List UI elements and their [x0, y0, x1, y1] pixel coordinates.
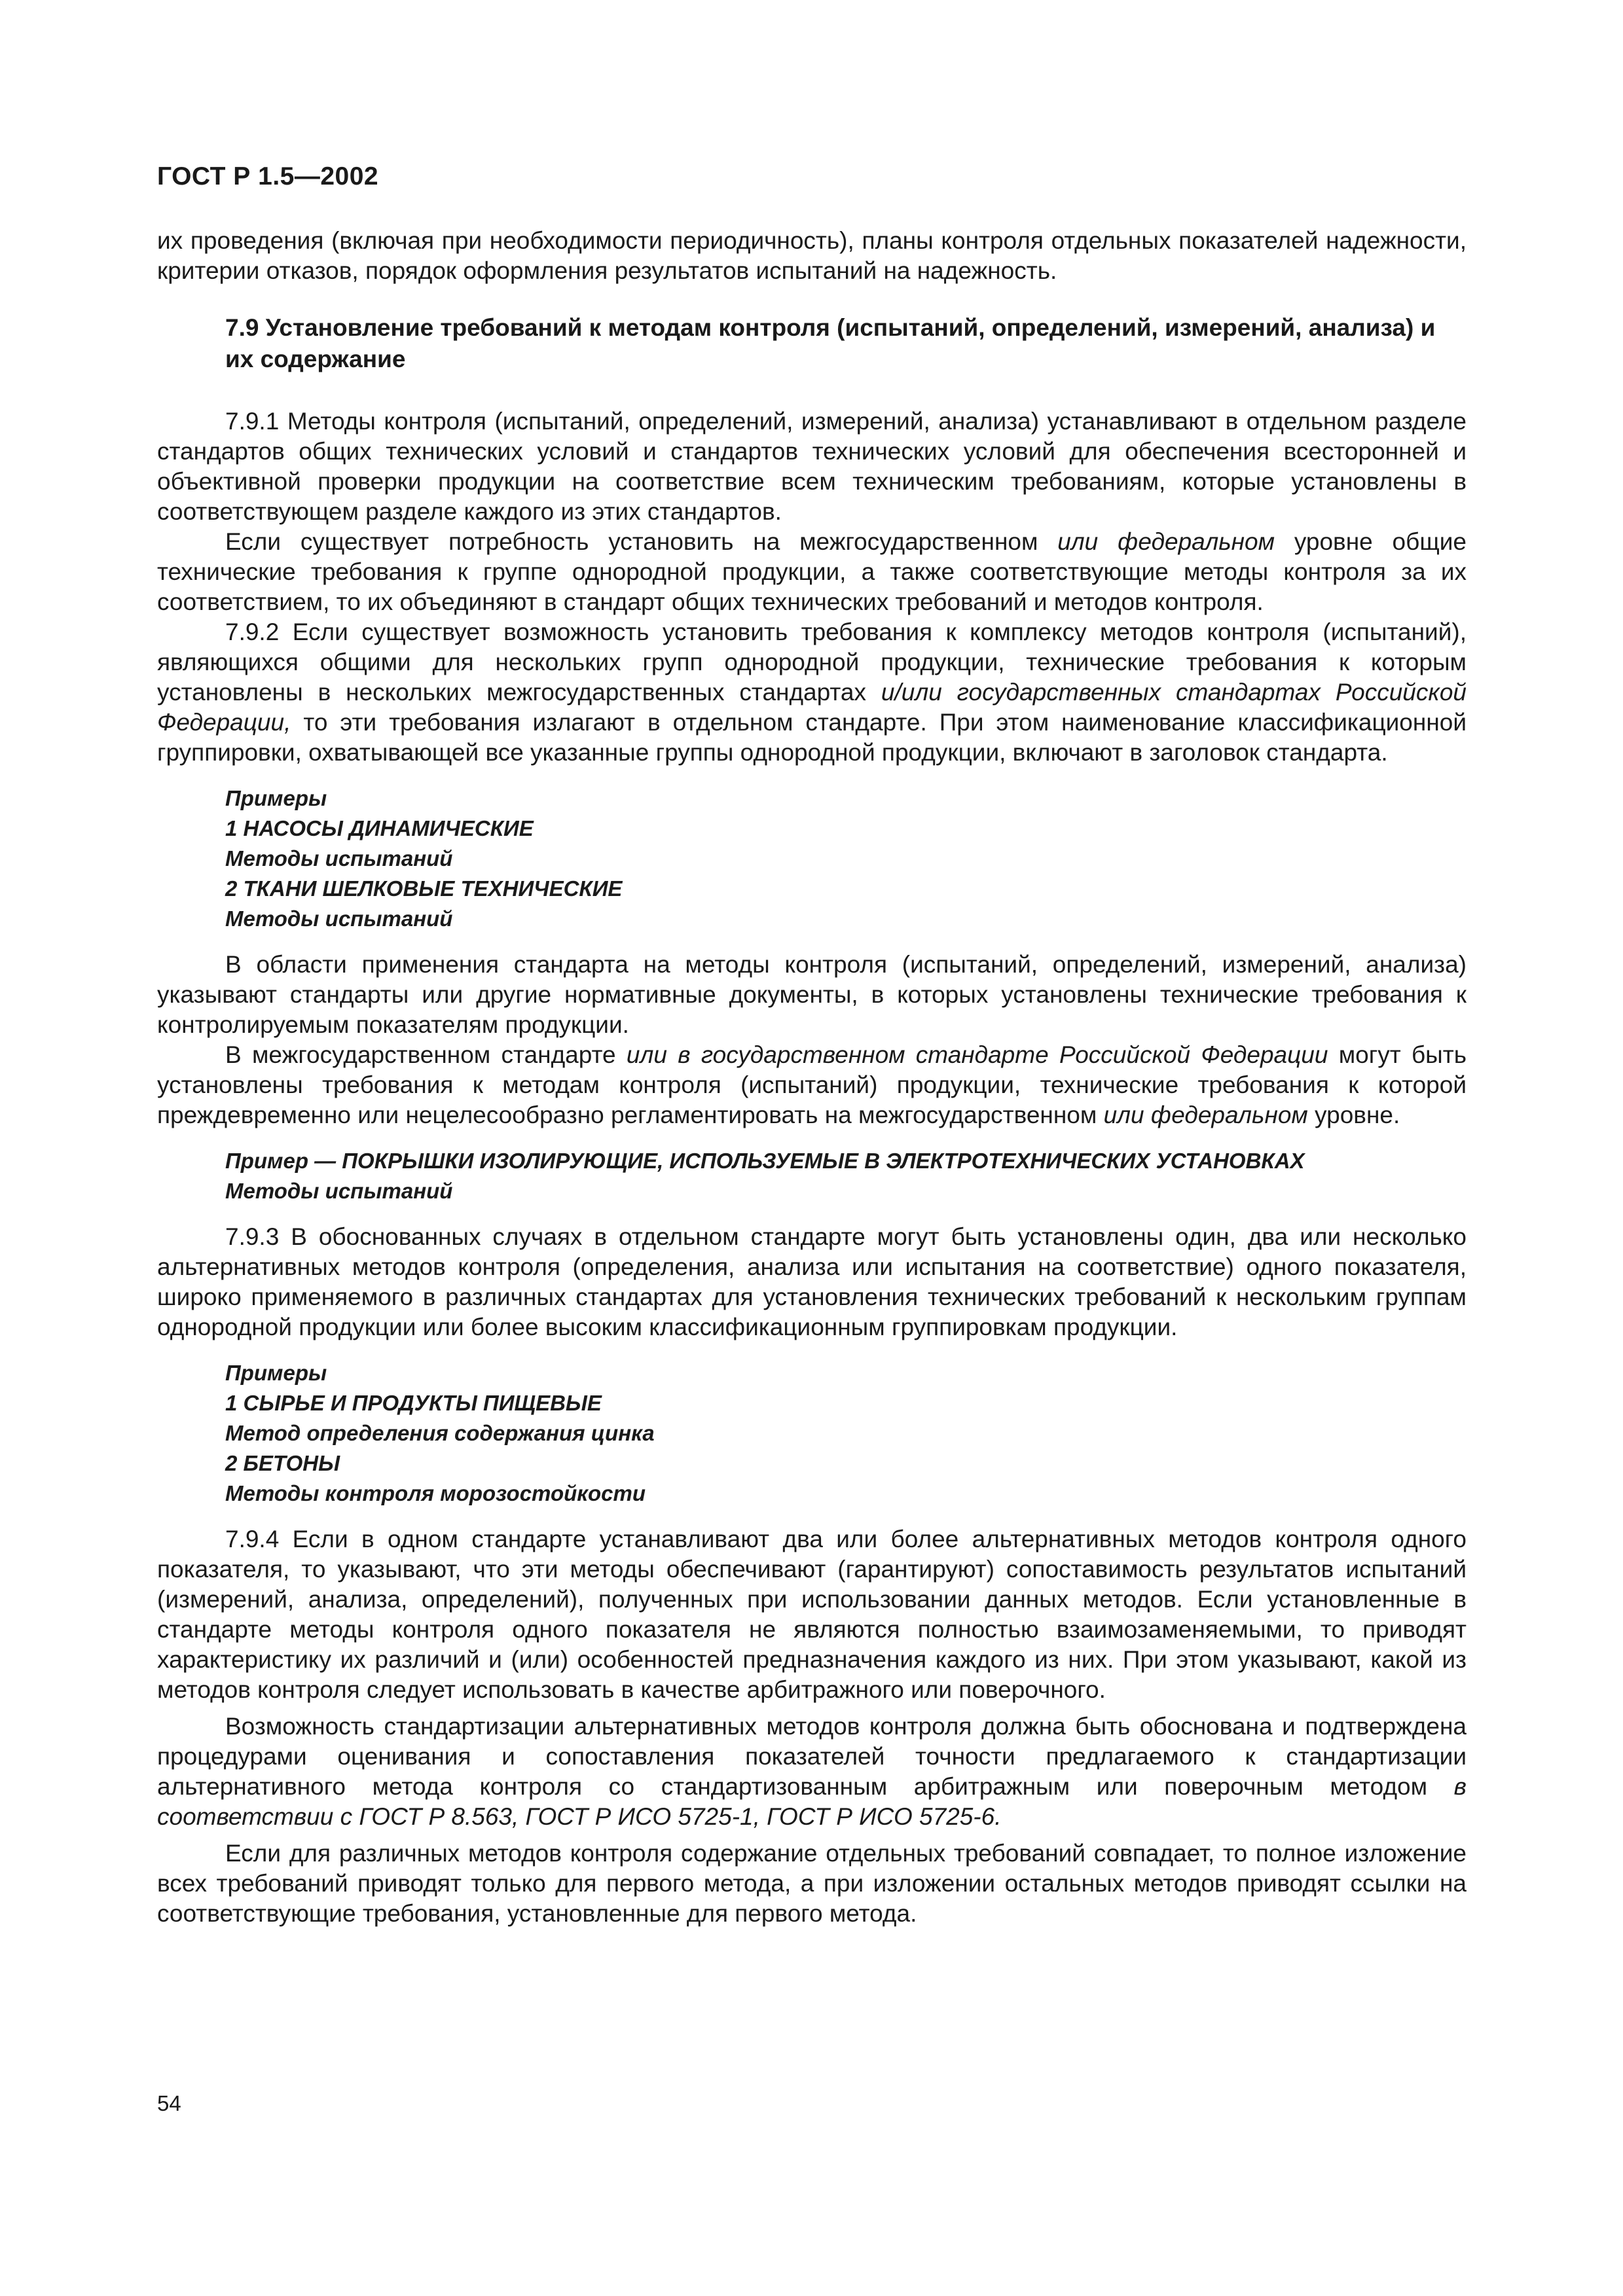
example-item: Методы контроля морозостойкости — [225, 1481, 646, 1505]
document-page — [157, 0, 1467, 2296]
examples-block-2 — [225, 1146, 1467, 1206]
paragraph-alternative-methods: Возможность стандартизации альтернативных методов контроля должна быть обоснована и подтверждена процедурами оценивания и сопоставления показателей точности предлагаемого к стандартизации альтернативного метода контроля со стандартизованным арбитражным или поверочным методом в соответствии с ГОСТ Р 8.563, ГОСТ Р ИСО 5725-1, ГОСТ Р ИСО 5725-6. — [157, 1713, 1467, 1830]
paragraph-7-9-3: 7.9.3 В обоснованных случаях в отдельном стандарте могут быть установлены один, два или несколько альтернативных методов контроля (определения, анализа или испытания на соответствие) одного показателя, широко применяемого в различных стандартах для установления технических требований к нескольким группам однородной продукции или более высоким классификационным группировкам продукции. — [157, 1223, 1467, 1340]
paragraph-7-9-1: 7.9.1 Методы контроля (испытаний, определений, измерений, анализа) устанавливают в отдельном разделе стандартов общих технических условий и стандартов технических условий для обеспечения всесторонней и объективной проверки продукции на соответствие всем техническим требованиям, которые установлены в соответствующем разделе каждого из этих стандартов. — [157, 408, 1467, 525]
example-item: Методы испытаний — [225, 1179, 453, 1203]
paragraph-7-9-2: 7.9.2 Если существует возможность установить требования к комплексу методов контроля (испытаний), являющихся общими для нескольких групп однородной продукции, технические требования к которым установлены в нескольких межгосударственных стандартах и/или государственных стандартах Российской Федерации, то эти требования излагают в отдельном стандарте. При этом наименование классификационной группировки, охватывающей все указанные группы однородной продукции, включают в заголовок стандарта. — [157, 619, 1467, 766]
examples-heading: Примеры — [225, 786, 327, 810]
examples-heading: Примеры — [225, 1361, 327, 1385]
paragraph-interstate-standard: В межгосударственном стандарте или в государственном стандарте Российской Федерации могут быть установлены требования к методам контроля (испытаний) продукции, технические требования к которой преждевременно или нецелесообразно регламентировать на межгосударственном или федеральном уровне. — [157, 1041, 1467, 1128]
section-title-7-9: 7.9 Установление требований к методам контроля (испытаний, определений, измерений, анализа) и их содержание — [225, 314, 1436, 372]
example-item: Методы испытаний — [225, 906, 453, 931]
examples-block-1 — [225, 783, 1467, 934]
example-item: 1 СЫРЬЕ И ПРОДУКТЫ ПИЩЕВЫЕ — [225, 1391, 602, 1415]
page-number: 54 — [157, 2091, 181, 2115]
paragraph-full-statement: Если для различных методов контроля содержание отдельных требований совпадает, то полное изложение всех требований приводят только для первого метода, а при изложении остальных методов приводят ссылки на соответствующие требования, установленные для первого метода. — [157, 1840, 1467, 1927]
example-item: Методы испытаний — [225, 846, 453, 870]
document-body — [157, 226, 1467, 1929]
paragraph-7-9-4: 7.9.4 Если в одном стандарте устанавливают два или более альтернативных методов контроля одного показателя, то указывают, что эти методы обеспечивают (гарантируют) сопоставимость результатов испытаний (измерений, анализа, определений), полученных при использовании данных методов. Если установленные в стандарте методы контроля одного показателя не являются полностью взаимозаменяемыми, то приводят характеристику их различий и (или) особенностей предназначения каждого из них. При этом указывают, какой из методов контроля следует использовать в качестве арбитражного или поверочного. — [157, 1526, 1467, 1703]
document-header: ГОСТ Р 1.5—2002 — [157, 162, 379, 190]
example-item: 2 ТКАНИ ШЕЛКОВЫЕ ТЕХНИЧЕСКИЕ — [225, 876, 623, 901]
paragraph-continuation: их проведения (включая при необходимости периодичность), планы контроля отдельных показателей надежности, критерии отказов, порядок оформления результатов испытаний на надежность. — [157, 227, 1467, 284]
example-item: Пример — ПОКРЫШКИ ИЗОЛИРУЮЩИЕ, ИСПОЛЬЗУЕМЫЕ В ЭЛЕКТРОТЕХНИЧЕСКИХ УСТАНОВКАХ — [225, 1149, 1305, 1173]
example-item: Метод определения содержания цинка — [225, 1421, 655, 1445]
paragraph-general-requirements: Если существует потребность установить на межгосударственном или федеральном уровне общие технические требования к группе однородной продукции, а также соответствующие методы контроля за их соответствием, то их объединяют в стандарт общих технических требований и методов контроля. — [157, 528, 1467, 615]
examples-block-3 — [225, 1358, 1467, 1509]
example-item: 1 НАСОСЫ ДИНАМИЧЕСКИЕ — [225, 816, 534, 840]
example-item: 2 БЕТОНЫ — [225, 1451, 340, 1475]
paragraph-scope: В области применения стандарта на методы контроля (испытаний, определений, измерений, анализа) указывают стандарты или другие нормативные документы, в которых установлены технические требования к контролируемым показателям продукции. — [157, 951, 1467, 1038]
